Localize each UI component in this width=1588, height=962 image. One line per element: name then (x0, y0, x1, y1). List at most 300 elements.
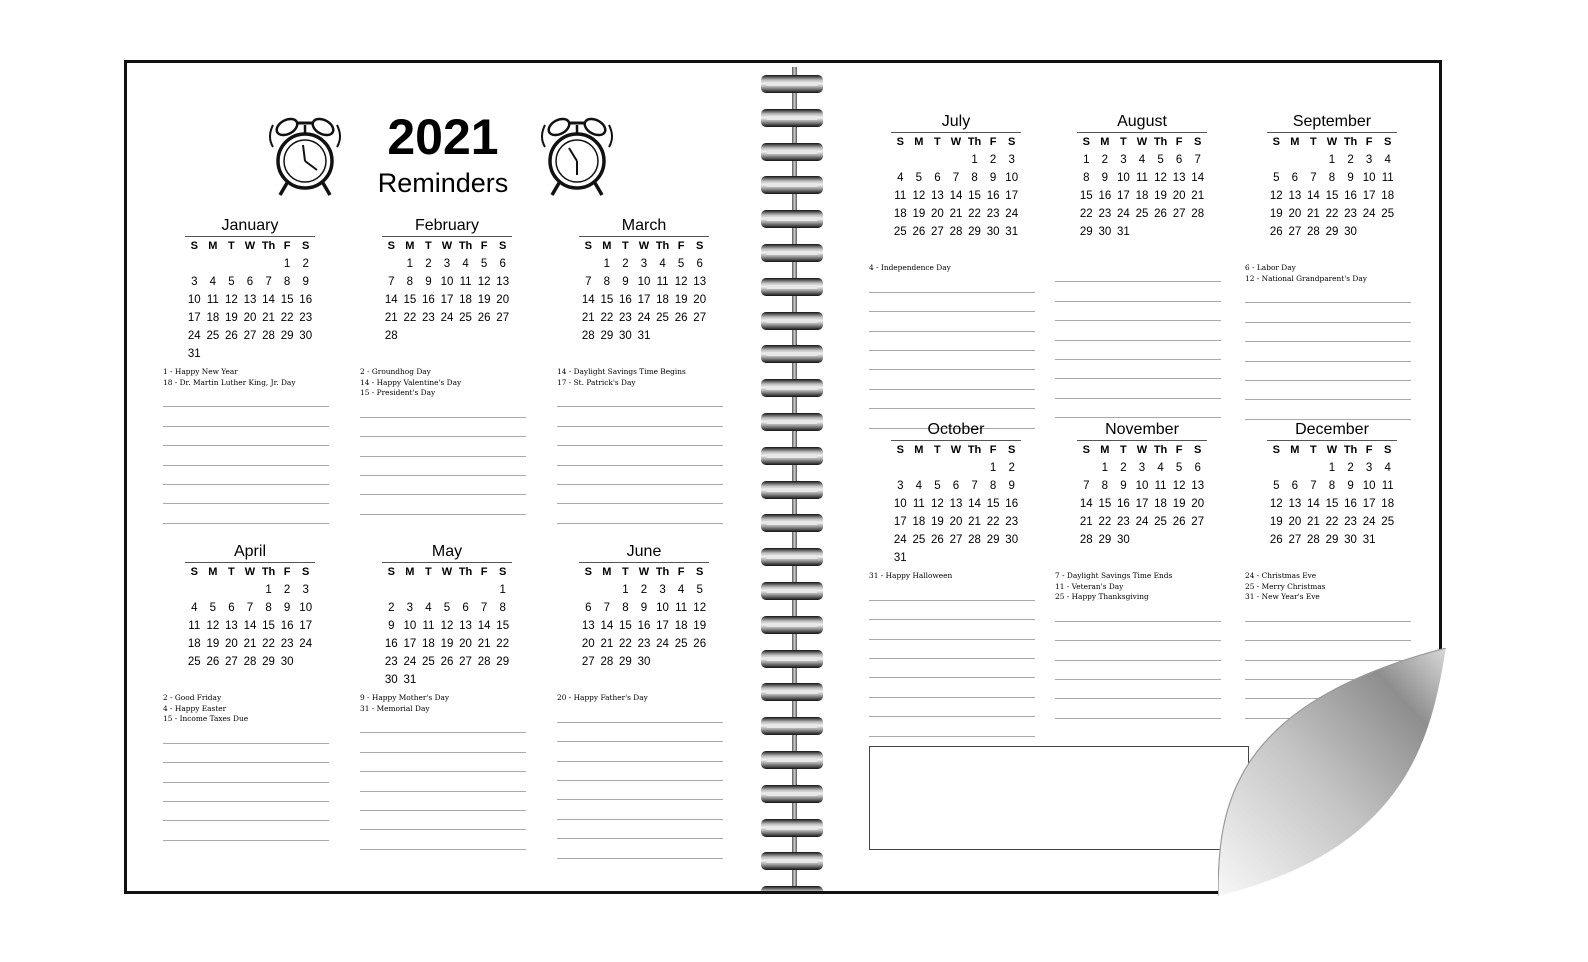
day-cell[interactable]: 17 (1135, 498, 1149, 510)
writing-line[interactable] (557, 704, 723, 723)
day-cell[interactable]: 23 (1117, 516, 1130, 528)
day-cell[interactable]: 28 (968, 534, 981, 546)
day-cell[interactable]: 8 (603, 276, 611, 288)
day-cell[interactable]: 11 (188, 620, 201, 632)
day-cell[interactable]: 23 (422, 312, 435, 324)
writing-line[interactable] (869, 698, 1035, 717)
day-cell[interactable]: 9 (1008, 480, 1015, 492)
writing-line[interactable] (869, 601, 1035, 620)
writing-line[interactable] (557, 466, 723, 485)
day-cell[interactable]: 29 (496, 656, 510, 668)
day-cell[interactable]: 25 (674, 638, 688, 650)
day-cell[interactable]: 1 (971, 154, 978, 166)
writing-line[interactable] (1055, 661, 1221, 680)
writing-line[interactable] (360, 753, 526, 772)
day-cell[interactable]: 11 (912, 498, 925, 510)
day-cell[interactable]: 2 (640, 584, 648, 596)
writing-line[interactable] (1245, 284, 1411, 303)
day-cell[interactable]: 18 (1154, 498, 1167, 510)
day-cell[interactable]: 19 (1154, 190, 1167, 202)
day-cell[interactable]: 20 (693, 294, 707, 306)
day-cell[interactable]: 23 (986, 208, 1000, 220)
day-cell[interactable]: 18 (893, 208, 907, 220)
day-cell[interactable]: 28 (600, 656, 614, 668)
day-cell[interactable]: 19 (1269, 516, 1283, 528)
day-cell[interactable]: 9 (989, 172, 997, 184)
day-cell[interactable]: 20 (581, 638, 595, 650)
day-cell[interactable]: 24 (637, 312, 651, 324)
day-cell[interactable]: 3 (191, 276, 198, 288)
day-cell[interactable]: 30 (280, 656, 294, 668)
day-cell[interactable]: 7 (1083, 480, 1090, 492)
day-cell[interactable]: 4 (1138, 154, 1146, 166)
day-cell[interactable]: 13 (693, 276, 707, 288)
day-cell[interactable]: 4 (677, 584, 685, 596)
day-cell[interactable]: 9 (302, 276, 309, 288)
day-cell[interactable]: 19 (1172, 498, 1186, 510)
day-cell[interactable]: 8 (265, 602, 272, 614)
writing-line[interactable] (163, 427, 329, 446)
day-cell[interactable]: 24 (1005, 208, 1019, 220)
day-cell[interactable]: 13 (496, 276, 510, 288)
day-cell[interactable]: 27 (243, 330, 257, 342)
day-cell[interactable]: 7 (1310, 480, 1317, 492)
day-cell[interactable]: 28 (1307, 534, 1320, 546)
day-cell[interactable]: 4 (462, 258, 469, 270)
day-cell[interactable]: 25 (1135, 208, 1149, 220)
day-cell[interactable]: 5 (1273, 172, 1280, 184)
day-cell[interactable]: 25 (187, 656, 201, 668)
day-cell[interactable]: 2 (1101, 154, 1109, 166)
day-cell[interactable]: 10 (637, 276, 651, 288)
day-cell[interactable]: 27 (949, 534, 963, 546)
day-cell[interactable]: 20 (931, 208, 944, 220)
day-cell[interactable]: 19 (912, 208, 926, 220)
day-cell[interactable]: 1 (265, 584, 272, 596)
day-cell[interactable]: 29 (619, 656, 632, 668)
day-cell[interactable]: 3 (1365, 154, 1373, 166)
day-cell[interactable]: 8 (406, 276, 414, 288)
day-cell[interactable]: 18 (459, 294, 472, 306)
writing-line[interactable] (869, 274, 1035, 293)
day-cell[interactable]: 26 (674, 312, 688, 324)
writing-line[interactable] (557, 800, 723, 819)
day-cell[interactable]: 28 (243, 656, 257, 668)
day-cell[interactable]: 5 (696, 584, 703, 596)
day-cell[interactable]: 4 (915, 480, 923, 492)
day-cell[interactable]: 10 (1005, 172, 1019, 184)
day-cell[interactable]: 7 (1310, 172, 1317, 184)
day-cell[interactable]: 10 (1362, 480, 1376, 492)
writing-line[interactable] (869, 678, 1035, 697)
writing-line[interactable] (557, 820, 723, 839)
day-cell[interactable]: 26 (1154, 208, 1167, 220)
day-cell[interactable]: 18 (422, 638, 435, 650)
day-cell[interactable]: 5 (915, 172, 923, 184)
day-cell[interactable]: 22 (600, 312, 614, 324)
day-cell[interactable]: 5 (677, 258, 685, 270)
day-cell[interactable]: 20 (1288, 208, 1302, 220)
day-cell[interactable]: 5 (1157, 154, 1164, 166)
day-cell[interactable]: 29 (262, 656, 275, 668)
writing-line[interactable] (163, 446, 329, 465)
day-cell[interactable]: 13 (581, 620, 595, 632)
day-cell[interactable]: 15 (600, 294, 614, 306)
day-cell[interactable]: 26 (931, 534, 944, 546)
day-cell[interactable]: 2 (388, 602, 395, 614)
day-cell[interactable]: 20 (949, 516, 963, 528)
day-cell[interactable]: 26 (1172, 516, 1186, 528)
day-cell[interactable]: 4 (425, 602, 432, 614)
day-cell[interactable]: 6 (499, 258, 506, 270)
day-cell[interactable]: 10 (893, 498, 907, 510)
writing-line[interactable] (1055, 379, 1221, 398)
day-cell[interactable]: 28 (477, 656, 491, 668)
day-cell[interactable]: 10 (187, 294, 201, 306)
day-cell[interactable]: 3 (659, 584, 666, 596)
day-cell[interactable]: 15 (1325, 498, 1339, 510)
day-cell[interactable]: 3 (406, 602, 414, 614)
writing-line[interactable] (360, 811, 526, 830)
day-cell[interactable]: 18 (206, 312, 220, 324)
day-cell[interactable]: 2 (1120, 462, 1127, 474)
day-cell[interactable]: 9 (640, 602, 648, 614)
day-cell[interactable]: 5 (443, 602, 451, 614)
day-cell[interactable]: 4 (897, 172, 904, 184)
day-cell[interactable]: 9 (283, 602, 291, 614)
day-cell[interactable]: 4 (1157, 462, 1164, 474)
writing-line[interactable] (1055, 399, 1221, 418)
day-cell[interactable]: 8 (622, 602, 629, 614)
day-cell[interactable]: 16 (1344, 498, 1357, 510)
day-cell[interactable]: 14 (477, 620, 491, 632)
day-cell[interactable]: 11 (422, 620, 435, 632)
writing-line[interactable] (163, 821, 329, 840)
day-cell[interactable]: 1 (283, 258, 291, 270)
day-cell[interactable]: 6 (462, 602, 469, 614)
day-cell[interactable]: 23 (1098, 208, 1112, 220)
day-cell[interactable]: 22 (280, 312, 294, 324)
day-cell[interactable]: 2 (1347, 462, 1354, 474)
day-cell[interactable]: 31 (893, 552, 907, 564)
writing-line[interactable] (557, 723, 723, 742)
day-cell[interactable]: 5 (228, 276, 235, 288)
day-cell[interactable]: 3 (1008, 154, 1015, 166)
day-cell[interactable]: 29 (1098, 534, 1112, 546)
day-cell[interactable]: 27 (693, 312, 707, 324)
day-cell[interactable]: 10 (1117, 172, 1130, 184)
day-cell[interactable]: 13 (931, 190, 944, 202)
day-cell[interactable]: 20 (496, 294, 510, 306)
day-cell[interactable]: 30 (1005, 534, 1019, 546)
day-cell[interactable]: 7 (603, 602, 611, 614)
writing-line[interactable] (163, 783, 329, 802)
day-cell[interactable]: 24 (1117, 208, 1130, 220)
day-cell[interactable]: 23 (1005, 516, 1019, 528)
day-cell[interactable]: 16 (619, 294, 632, 306)
day-cell[interactable]: 14 (384, 294, 398, 306)
day-cell[interactable]: 22 (1098, 516, 1112, 528)
day-cell[interactable]: 22 (986, 516, 1000, 528)
day-cell[interactable]: 13 (459, 620, 472, 632)
day-cell[interactable]: 21 (949, 208, 963, 220)
day-cell[interactable]: 13 (1172, 172, 1186, 184)
writing-line[interactable] (1055, 341, 1221, 360)
day-cell[interactable]: 17 (403, 638, 417, 650)
day-cell[interactable]: 23 (384, 656, 398, 668)
day-cell[interactable]: 6 (246, 276, 254, 288)
day-cell[interactable]: 22 (1325, 208, 1339, 220)
writing-line[interactable] (869, 293, 1035, 312)
day-cell[interactable]: 29 (968, 226, 981, 238)
day-cell[interactable]: 3 (1365, 462, 1373, 474)
day-cell[interactable]: 15 (280, 294, 294, 306)
day-cell[interactable]: 10 (1362, 172, 1376, 184)
day-cell[interactable]: 29 (986, 534, 1000, 546)
day-cell[interactable]: 30 (1344, 534, 1357, 546)
day-cell[interactable]: 3 (443, 258, 451, 270)
writing-line[interactable] (360, 830, 526, 849)
day-cell[interactable]: 26 (206, 656, 220, 668)
writing-line[interactable] (1055, 321, 1221, 340)
day-cell[interactable]: 12 (440, 620, 454, 632)
day-cell[interactable]: 5 (480, 258, 488, 270)
day-cell[interactable]: 1 (603, 258, 611, 270)
day-cell[interactable]: 25 (912, 534, 926, 546)
writing-line[interactable] (360, 418, 526, 437)
day-cell[interactable]: 31 (1117, 226, 1130, 238)
writing-line[interactable] (1055, 680, 1221, 699)
day-cell[interactable]: 6 (1175, 154, 1183, 166)
day-cell[interactable]: 7 (388, 276, 395, 288)
day-cell[interactable]: 1 (989, 462, 997, 474)
writing-line[interactable] (1055, 263, 1221, 282)
writing-line[interactable] (360, 733, 526, 752)
writing-line[interactable] (1245, 381, 1411, 400)
day-cell[interactable]: 14 (262, 294, 275, 306)
writing-line[interactable] (557, 839, 723, 858)
day-cell[interactable]: 7 (265, 276, 272, 288)
day-cell[interactable]: 9 (1347, 480, 1354, 492)
day-cell[interactable]: 3 (1138, 462, 1146, 474)
day-cell[interactable]: 6 (585, 602, 592, 614)
day-cell[interactable]: 9 (622, 276, 629, 288)
day-cell[interactable]: 1 (1328, 462, 1336, 474)
day-cell[interactable]: 16 (1005, 498, 1019, 510)
day-cell[interactable]: 8 (1083, 172, 1090, 184)
writing-line[interactable] (360, 399, 526, 418)
day-cell[interactable]: 10 (440, 276, 454, 288)
writing-line[interactable] (1245, 342, 1411, 361)
day-cell[interactable]: 24 (656, 638, 669, 650)
day-cell[interactable]: 6 (696, 258, 703, 270)
day-cell[interactable]: 6 (934, 172, 941, 184)
day-cell[interactable]: 30 (1117, 534, 1130, 546)
day-cell[interactable]: 18 (656, 294, 669, 306)
day-cell[interactable]: 26 (912, 226, 926, 238)
day-cell[interactable]: 12 (931, 498, 944, 510)
day-cell[interactable]: 14 (1079, 498, 1093, 510)
day-cell[interactable]: 28 (262, 330, 275, 342)
day-cell[interactable]: 26 (693, 638, 707, 650)
writing-line[interactable] (163, 407, 329, 426)
writing-line[interactable] (869, 312, 1035, 331)
day-cell[interactable]: 19 (674, 294, 688, 306)
writing-line[interactable] (557, 446, 723, 465)
day-cell[interactable]: 30 (986, 226, 1000, 238)
day-cell[interactable]: 9 (388, 620, 395, 632)
writing-line[interactable] (557, 388, 723, 407)
day-cell[interactable]: 12 (693, 602, 707, 614)
day-cell[interactable]: 23 (1344, 516, 1357, 528)
day-cell[interactable]: 11 (459, 276, 472, 288)
day-cell[interactable]: 26 (440, 656, 454, 668)
day-cell[interactable]: 18 (187, 638, 201, 650)
day-cell[interactable]: 20 (459, 638, 472, 650)
day-cell[interactable]: 22 (619, 638, 632, 650)
day-cell[interactable]: 15 (262, 620, 275, 632)
writing-line[interactable] (1245, 303, 1411, 322)
day-cell[interactable]: 23 (280, 638, 294, 650)
writing-line[interactable] (557, 742, 723, 761)
day-cell[interactable]: 27 (1172, 208, 1186, 220)
day-cell[interactable]: 31 (1362, 534, 1376, 546)
day-cell[interactable]: 9 (1101, 172, 1109, 184)
day-cell[interactable]: 23 (637, 638, 651, 650)
writing-line[interactable] (1055, 641, 1221, 660)
day-cell[interactable]: 15 (403, 294, 417, 306)
day-cell[interactable]: 31 (187, 348, 201, 360)
day-cell[interactable]: 17 (440, 294, 454, 306)
day-cell[interactable]: 8 (1101, 480, 1109, 492)
writing-line[interactable] (360, 714, 526, 733)
day-cell[interactable]: 6 (228, 602, 235, 614)
writing-line[interactable] (360, 772, 526, 791)
writing-line[interactable] (869, 659, 1035, 678)
day-cell[interactable]: 5 (209, 602, 217, 614)
day-cell[interactable]: 7 (246, 602, 254, 614)
day-cell[interactable]: 16 (637, 620, 651, 632)
day-cell[interactable]: 15 (986, 498, 1000, 510)
writing-line[interactable] (1055, 699, 1221, 718)
day-cell[interactable]: 20 (1191, 498, 1205, 510)
day-cell[interactable]: 3 (1120, 154, 1127, 166)
day-cell[interactable]: 10 (1135, 480, 1149, 492)
day-cell[interactable]: 12 (206, 620, 220, 632)
day-cell[interactable]: 12 (1269, 498, 1283, 510)
writing-line[interactable] (869, 351, 1035, 370)
day-cell[interactable]: 2 (622, 258, 629, 270)
notes-box[interactable] (869, 746, 1249, 850)
day-cell[interactable]: 19 (225, 312, 238, 324)
writing-line[interactable] (1055, 360, 1221, 379)
day-cell[interactable]: 20 (1172, 190, 1186, 202)
day-cell[interactable]: 25 (656, 312, 669, 324)
day-cell[interactable]: 14 (1307, 498, 1320, 510)
day-cell[interactable]: 11 (1381, 480, 1394, 492)
writing-line[interactable] (869, 582, 1035, 601)
day-cell[interactable]: 12 (1172, 480, 1186, 492)
writing-line[interactable] (163, 725, 329, 744)
day-cell[interactable]: 16 (280, 620, 294, 632)
day-cell[interactable]: 18 (912, 516, 926, 528)
day-cell[interactable]: 26 (225, 330, 238, 342)
day-cell[interactable]: 17 (1005, 190, 1019, 202)
writing-line[interactable] (869, 717, 1035, 736)
day-cell[interactable]: 9 (425, 276, 432, 288)
day-cell[interactable]: 4 (1384, 154, 1391, 166)
day-cell[interactable]: 1 (499, 584, 506, 596)
writing-line[interactable] (869, 332, 1035, 351)
day-cell[interactable]: 11 (656, 276, 669, 288)
writing-line[interactable] (360, 457, 526, 476)
writing-line[interactable] (1245, 400, 1411, 419)
day-cell[interactable]: 17 (1362, 190, 1376, 202)
day-cell[interactable]: 13 (1288, 190, 1302, 202)
writing-line[interactable] (557, 762, 723, 781)
day-cell[interactable]: 26 (1269, 226, 1283, 238)
day-cell[interactable]: 10 (299, 602, 313, 614)
day-cell[interactable]: 21 (243, 638, 257, 650)
day-cell[interactable]: 27 (1191, 516, 1205, 528)
day-cell[interactable]: 28 (1079, 534, 1093, 546)
day-cell[interactable]: 4 (659, 258, 666, 270)
day-cell[interactable]: 28 (384, 330, 398, 342)
day-cell[interactable]: 26 (1269, 534, 1283, 546)
day-cell[interactable]: 25 (1381, 516, 1395, 528)
writing-line[interactable] (1055, 302, 1221, 321)
day-cell[interactable]: 5 (934, 480, 941, 492)
writing-line[interactable] (163, 744, 329, 763)
day-cell[interactable]: 4 (209, 276, 217, 288)
day-cell[interactable]: 9 (1347, 172, 1354, 184)
day-cell[interactable]: 30 (1344, 226, 1357, 238)
day-cell[interactable]: 18 (1381, 498, 1395, 510)
day-cell[interactable]: 21 (1079, 516, 1093, 528)
day-cell[interactable]: 6 (952, 480, 960, 492)
day-cell[interactable]: 22 (262, 638, 275, 650)
day-cell[interactable]: 30 (1098, 226, 1112, 238)
writing-line[interactable] (163, 802, 329, 821)
writing-line[interactable] (1245, 603, 1411, 622)
day-cell[interactable]: 6 (1291, 480, 1299, 492)
writing-line[interactable] (869, 620, 1035, 639)
day-cell[interactable]: 5 (1273, 480, 1280, 492)
day-cell[interactable]: 29 (600, 330, 614, 342)
day-cell[interactable]: 31 (403, 674, 417, 686)
day-cell[interactable]: 12 (477, 276, 491, 288)
day-cell[interactable]: 29 (1325, 226, 1339, 238)
day-cell[interactable]: 27 (1288, 534, 1302, 546)
day-cell[interactable]: 1 (1083, 154, 1090, 166)
day-cell[interactable]: 14 (949, 190, 963, 202)
day-cell[interactable]: 29 (1079, 226, 1093, 238)
day-cell[interactable]: 17 (637, 294, 651, 306)
writing-line[interactable] (557, 504, 723, 523)
writing-line[interactable] (557, 407, 723, 426)
day-cell[interactable]: 15 (619, 620, 632, 632)
day-cell[interactable]: 27 (496, 312, 510, 324)
day-cell[interactable]: 2 (425, 258, 432, 270)
day-cell[interactable]: 24 (1362, 516, 1376, 528)
day-cell[interactable]: 8 (499, 602, 506, 614)
day-cell[interactable]: 2 (302, 258, 309, 270)
writing-line[interactable] (163, 504, 329, 523)
day-cell[interactable]: 31 (637, 330, 651, 342)
day-cell[interactable]: 12 (1154, 172, 1167, 184)
day-cell[interactable]: 1 (406, 258, 414, 270)
writing-line[interactable] (1245, 323, 1411, 342)
